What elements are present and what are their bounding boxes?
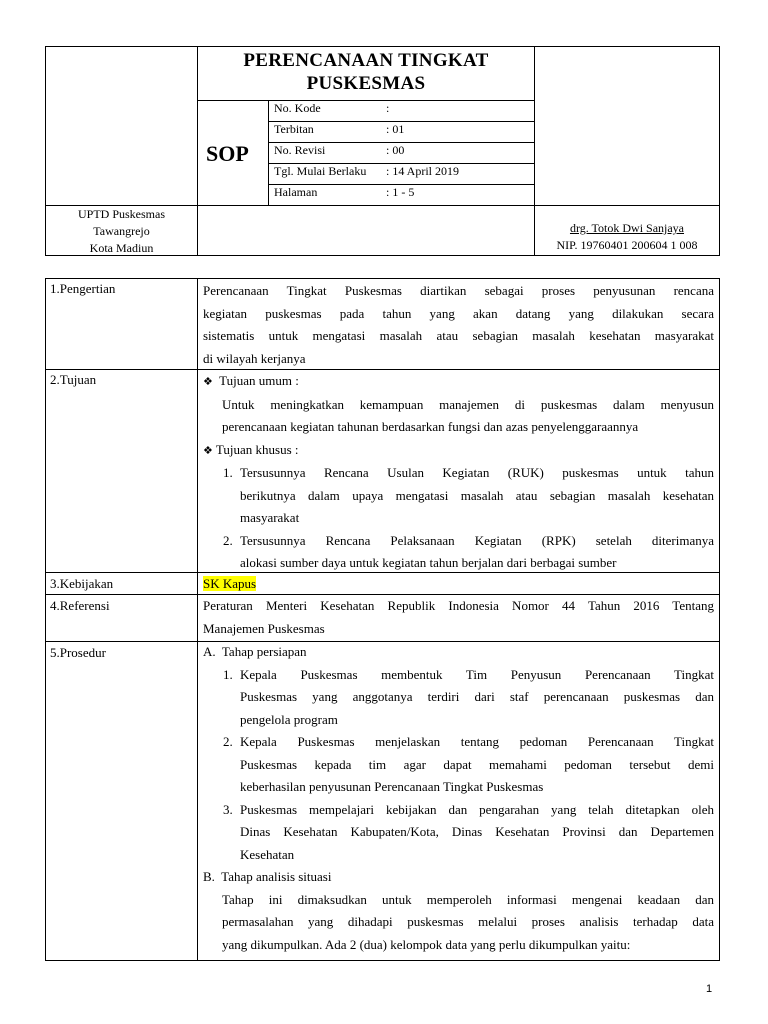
prosedur-a-item-2 [203,731,714,799]
meta-value: : 01 [386,122,405,136]
text-line: Tahap ini dimaksudkan untuk memperoleh informasi mengenai keadaan dan [222,891,714,907]
prosedur-a-item-3 [203,799,714,867]
text-line: Puskesmas yang anggotanya terdiri dari staf perencanaan puskesmas dan [240,689,714,704]
label-kebijakan: 3.Kebijakan [50,576,114,591]
diamond-bullet-icon: ❖ [203,443,213,457]
text-line: keberhasilan penyusunan Perencanaan Tingkat Puskesmas [240,779,544,794]
title-line-2: PUSKESMAS [306,73,426,94]
text-line: Kepala Puskesmas membentuk Tim Penyusun Perencanaan Tingkat [240,666,714,682]
prosedur-b-body [203,889,714,957]
item-number: 2. [223,734,233,749]
meta-value: : [386,101,390,115]
meta-key: Halaman [274,185,318,199]
organization-name [46,206,197,257]
org-line-1: UPTD Puskesmas [77,207,165,221]
text-line: Manajemen Puskesmas [203,620,325,636]
item-number: 1. [223,666,233,682]
label-prosedur: 5.Prosedur [50,645,106,660]
text-line: permasalahan yang dihadapi puskesmas melalui proses analisis terhadap data [222,914,714,929]
sop-label: SOP [206,141,249,166]
highlighted-text: SK Kapus [203,576,257,591]
text-line: alokasi sumber daya untuk kegiatan tahun berjalan dari berbagai sumber [240,555,617,570]
label-tujuan: 2.Tujuan [50,372,97,387]
text-line: di wilayah kerjanya [203,350,306,366]
text-line: Perencanaan Tingkat Puskesmas diartikan sebagai proses penyusunan rencana [203,283,714,298]
org-line-2: Tawangrejo [93,224,150,238]
signer-name: drg. Totok Dwi Sanjaya [569,221,685,235]
meta-key: No. Kode [274,101,321,115]
item-number: 1. [223,465,233,480]
signer-block [535,220,719,254]
item-number: 3. [223,801,233,817]
tujuan-umum-body [203,394,714,439]
meta-key: No. Revisi [274,143,326,157]
meta-value: : 00 [386,143,405,157]
diamond-bullet-icon: ❖ [203,375,213,388]
text-line: Puskesmas kepada tim agar dapat memahami pedoman tersebut demi [240,756,714,772]
kebijakan-text [203,575,256,592]
org-line-3: Kota Madiun [89,241,154,255]
text-line: Puskesmas mempelajari kebijakan dan pengarahan yang telah ditetapkan oleh [240,801,714,817]
text-line: yang dikumpulkan. Ada 2 (dua) kelompok data yang perlu dikumpulkan yaitu: [222,936,631,952]
item-number: 2. [223,532,233,548]
tujuan-khusus-item-2 [203,530,714,575]
prosedur-content [203,641,714,956]
text-line: Tersusunnya Rencana Usulan Kegiatan (RUK) puskesmas untuk tahun [240,465,714,480]
meta-row-terbitan [274,122,529,138]
text-line: masyarakat [240,510,300,525]
text-line: kegiatan puskesmas pada tahun yang akan datang yang dilakukan secara [203,305,714,321]
text-line: pengelola program [240,711,338,727]
text-line: Untuk meningkatkan kemampuan manajemen di puskesmas dalam menyusun [222,396,714,412]
label-referensi: 4.Referensi [50,598,110,613]
meta-row-halaman [274,185,529,201]
label-pengertian: 1.Pengertian [50,281,116,296]
text-line: berikutnya dalam upaya mengatasi masalah atau sebagian masalah kesehatan [240,487,714,503]
meta-row-kode [274,101,529,117]
referensi-text [203,595,714,640]
text-line: Kesehatan [240,846,295,862]
tujuan-khusus-heading: ❖ Tujuan khusus : [203,441,299,457]
meta-value: : 1 - 5 [386,185,415,199]
title-line-1: PERENCANAAN TINGKAT [243,50,489,71]
tujuan-content [203,370,714,575]
prosedur-a-item-1 [203,664,714,732]
text-line: Dinas Kesehatan Kabupaten/Kota, Dinas Kesehatan Provinsi dan Departemen [240,824,714,839]
document-title [198,49,534,95]
tujuan-khusus-item-1 [203,462,714,530]
pengertian-text [203,280,714,370]
signer-nip: NIP. 19760401 200604 1 008 [556,238,698,252]
text-line: Tersusunnya Rencana Pelaksanaan Kegiatan (RPK) setelah diterimanya [240,532,714,548]
prosedur-b-heading: B. Tahap analisis situasi [203,869,332,884]
prosedur-a-heading: A. Tahap persiapan [203,644,307,659]
meta-row-revisi [274,143,529,159]
text-line: sistematis untuk mengatasi masalah atau sebagian masalah kesehatan masyarakat [203,328,714,343]
meta-key: Terbitan [274,122,314,136]
meta-row-tanggal [274,164,529,180]
meta-key: Tgl. Mulai Berlaku [274,164,367,178]
meta-value: : 14 April 2019 [386,164,460,178]
text-line: perencanaan kegiatan tahunan berdasarkan fungsi dan azas penyelenggaraannya [222,419,639,434]
tujuan-umum-heading: ❖ Tujuan umum : [203,373,299,388]
text-line: Kepala Puskesmas menjelaskan tentang pedoman Perencanaan Tingkat [240,734,714,749]
text-line: Peraturan Menteri Kesehatan Republik Indonesia Nomor 44 Tahun 2016 Tentang [203,598,714,613]
page-number: 1 [706,983,713,995]
